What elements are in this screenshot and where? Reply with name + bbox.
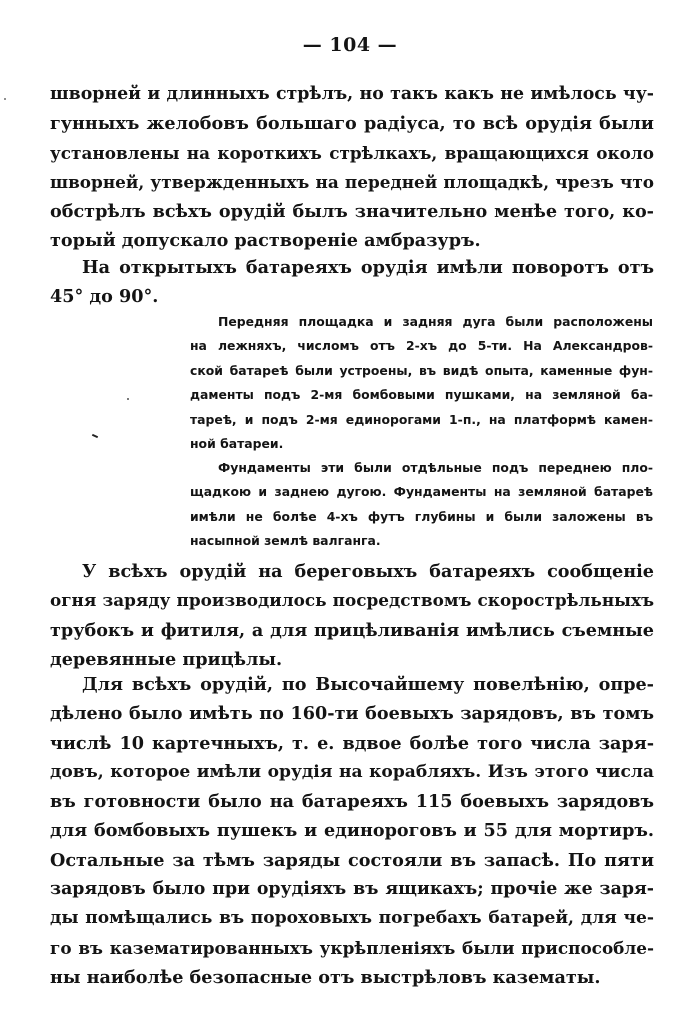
page-number: — 104 — — [302, 34, 398, 56]
text-line: ды помѣщались въ пороховыхъ погребахъ батарей, для че- — [50, 908, 654, 929]
text-line: У всѣхъ орудій на береговыхъ батареяхъ сообщеніе — [82, 561, 654, 582]
paragraph-3 — [50, 557, 654, 674]
note-line: даменты подъ 2-мя бомбовыми пушками, на земляной ба- — [190, 387, 653, 403]
scan-speck — [4, 98, 6, 100]
text-line: торый допускало раствореніе амбразуръ. — [50, 230, 481, 252]
paragraph-4 — [50, 670, 654, 992]
note-1 — [190, 310, 653, 456]
note-line: ной батареи. — [190, 435, 284, 451]
text-line: обстрѣлъ всѣхъ орудій былъ значительно менѣе того, ко- — [50, 201, 654, 223]
text-line: довъ, которое имѣли орудія на корабляхъ. Изъ этого числа — [50, 761, 654, 782]
text-line: въ готовности было на батареяхъ 115 боевыхъ зарядовъ — [50, 791, 654, 813]
note-line: имѣли не болѣе 4-хъ футъ глубины и были заложены въ — [190, 508, 653, 524]
note-line: тареѣ, и подъ 2-мя единорогами 1-п., на платформѣ камен- — [190, 411, 653, 427]
note-line: Фундаменты эти были отдѣльные подъ переднею пло- — [218, 460, 653, 475]
text-line: числѣ 10 картечныхъ, т. е. вдвое болѣе того числа заря- — [50, 732, 654, 754]
text-line: трубокъ и фитиля, а для прицѣливанія имѣлись съемные — [50, 619, 654, 641]
scan-speck — [127, 398, 129, 400]
scan-speck — [92, 434, 98, 438]
text-line: огня заряду производилось посредствомъ скорострѣльныхъ — [50, 590, 654, 611]
note-2 — [190, 456, 653, 554]
text-line: гунныхъ желобовъ большаго радіуса, то всѣ орудія были — [50, 113, 654, 135]
paragraph-2 — [50, 253, 654, 312]
text-line: установлены на короткихъ стрѣлкахъ, вращающихся около — [50, 142, 654, 163]
note-line: щадкою и заднею дугою. Фундаменты на земляной батареѣ — [190, 484, 653, 500]
text-line: Остальные за тѣмъ заряды состояли въ запасѣ. По пяти — [50, 849, 654, 871]
text-line: 45° до 90°. — [50, 286, 159, 308]
text-line: ны наиболѣе безопасные отъ выстрѣловъ казематы. — [50, 966, 601, 988]
text-line: го въ казематированныхъ укрѣпленіяхъ были приспособле- — [50, 937, 654, 958]
note-line: насыпной землѣ валганга. — [190, 533, 381, 549]
text-line: зарядовъ было при орудіяхъ въ ящикахъ; прочіе же заря- — [50, 879, 654, 900]
text-line: дѣлено было имѣть по 160-ти боевыхъ зарядовъ, въ томъ — [50, 703, 654, 725]
text-line: шворней и длинныхъ стрѣлъ, но такъ какъ не имѣлось чу- — [50, 84, 654, 104]
text-line: На открытыхъ батареяхъ орудія имѣли поворотъ отъ — [82, 257, 654, 278]
note-line: ской батареѣ были устроены, въ видѣ опыта, каменные фун- — [190, 362, 653, 378]
text-line: Для всѣхъ орудій, по Высочайшему повелѣнію, опре- — [82, 674, 654, 695]
paragraph-1 — [50, 80, 654, 256]
text-line: для бомбовыхъ пушекъ и единороговъ и 55 для мортиръ. — [50, 820, 654, 842]
text-line: шворней, утвержденныхъ на передней площадкѣ, чрезъ что — [50, 171, 654, 192]
text-line: деревянные прицѣлы. — [50, 648, 283, 670]
note-line: на лежняхъ, числомъ отъ 2-хъ до 5-ти. На Александров- — [190, 338, 653, 354]
note-line: Передняя площадка и задняя дуга были расположены — [218, 314, 653, 329]
